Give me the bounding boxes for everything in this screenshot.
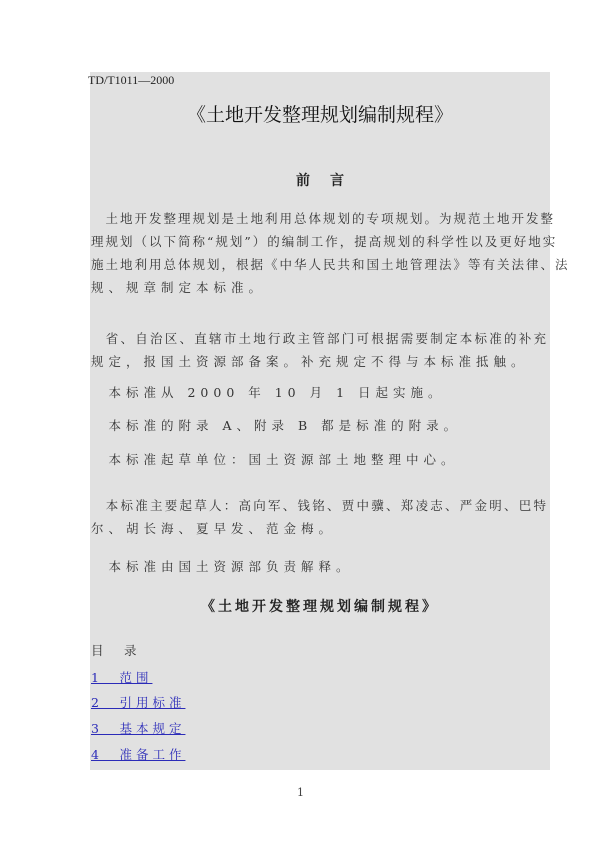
toc-heading: 目 录 bbox=[91, 643, 141, 658]
paragraph-line: 土地开发整理规划是土地利用总体规划的专项规划。为规范土地开发整 bbox=[91, 211, 556, 226]
section-title: 《土地开发整理规划编制规程》 bbox=[201, 599, 439, 615]
preface-heading: 前言 bbox=[296, 173, 364, 189]
paragraph-line: 本标准主要起草人：高向军、钱铭、贾中骥、郑凌志、严金明、巴特 bbox=[91, 498, 548, 513]
toc-link-preparation[interactable]: 4 准备工作 bbox=[91, 747, 186, 762]
paragraph-line: 尔、胡长海、夏早发、范金梅。 bbox=[91, 521, 337, 536]
page-number: 1 bbox=[297, 786, 304, 799]
toc-link-scope[interactable]: 1 范围 bbox=[91, 670, 153, 685]
document-title: 《土地开发整理规划编制规程》 bbox=[186, 104, 453, 126]
paragraph-line: 省、自治区、直辖市土地行政主管部门可根据需要制定本标准的补充 bbox=[91, 331, 548, 346]
paragraph-line: 施土地利用总体规划，根据《中华人民共和国土地管理法》等有关法律、法 bbox=[91, 257, 570, 272]
paragraph-line: 规、规章制定本标准。 bbox=[91, 280, 267, 295]
paragraph-line: 本标准的附录 A、附录 B 都是标准的附录。 bbox=[91, 418, 462, 433]
paragraph-line: 本标准从 2000 年 10 月 1 日起实施。 bbox=[91, 385, 446, 400]
standard-code: TD/T1011—2000 bbox=[88, 73, 175, 87]
paragraph-line: 规定，报国土资源部备案。补充规定不得与本标准抵触。 bbox=[91, 354, 529, 369]
paragraph-line: 理规划（以下简称“规划”）的编制工作，提高规划的科学性以及更好地实 bbox=[91, 234, 558, 249]
paragraph-line: 本标准由国土资源部负责解释。 bbox=[91, 559, 354, 574]
paragraph-line: 本标准起草单位：国土资源部土地整理中心。 bbox=[91, 452, 459, 467]
toc-link-references[interactable]: 2 引用标准 bbox=[91, 695, 186, 710]
toc-link-basic-rules[interactable]: 3 基本规定 bbox=[91, 721, 186, 736]
